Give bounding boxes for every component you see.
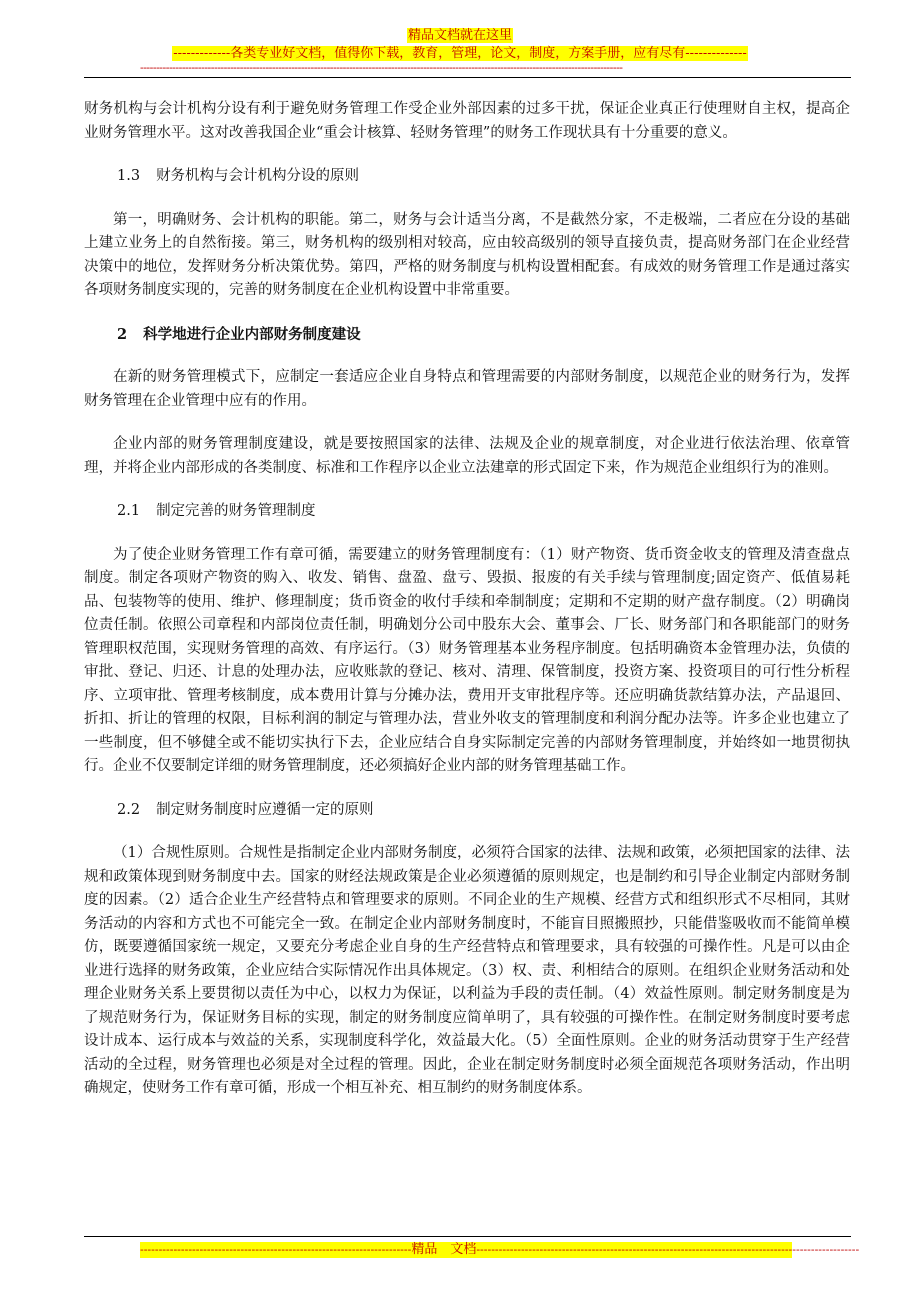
section-title: 科学地进行企业内部财务制度建设 bbox=[143, 325, 361, 343]
header-rule bbox=[84, 77, 851, 78]
section-title: 制定财务制度时应遵循一定的原则 bbox=[156, 801, 374, 818]
footer-banner bbox=[140, 1242, 860, 1258]
header-dashes: ------------------------------------------------------------------------------------------------------------------------------------------------------ bbox=[140, 61, 623, 74]
paragraph-system-building: 企业内部的财务管理制度建设，就是要按照国家的法律、法规及企业的规章制度，对企业进行依法治理、依章管理，并将企业内部形成的各类制度、标准和工作程序以企业立法建章的形式固定下来，作为规范企业组织行为的准则。 bbox=[84, 436, 850, 476]
paragraph-principles: 第一，明确财务、会计机构的职能。第二，财务与会计适当分离，不是截然分家，不走极端，二者应在分设的基础上建立业务上的自然衔接。第三，财务机构的级别相对较高，应由较高级别的领导直接负责，提高财务部门在企业经营决策中的地位，发挥财务分析决策优势。第四，严格的财务制度与机构设置相配套。有成效的财务管理工作是通过落实各项财务制度实现的，完善的财务制度在企业机构设置中非常重要。 bbox=[84, 211, 850, 298]
section-title: 财务机构与会计机构分设的原则 bbox=[156, 168, 360, 184]
paragraph-intro: 财务机构与会计机构分设有利于避免财务管理工作受企业外部因素的过多干扰，保证企业真正行使理财自主权，提高企业财务管理水平。这对改善我国企业“重会计核算、轻财务管理”的财务工作现状具有十分重要的意义。 bbox=[84, 101, 850, 141]
paragraph-new-model: 在新的财务管理模式下，应制定一套适应企业自身特点和管理需要的内部财务制度，以规范企业的财务行为，发挥财务管理在企业管理中应有的作用。 bbox=[84, 369, 850, 409]
header-tagline: -------------各类专业好文档，值得你下载，教育，管理，论文，制度，方案手册，应有尽有-------------- bbox=[173, 46, 747, 61]
section-heading-2-2 bbox=[84, 799, 850, 823]
section-heading-1-3 bbox=[84, 165, 850, 189]
footer-rule bbox=[84, 1236, 851, 1237]
footer-dashes-left: ------------------------------------------------------------------------- bbox=[140, 1243, 412, 1256]
section-heading-2-1 bbox=[84, 500, 850, 524]
paragraph-management-system: 为了使企业财务管理工作有章可循，需要建立的财务管理制度有：（1）财产物资、货币资金收支的管理及清查盘点制度。制定各项财产物资的购入、收发、销售、盘盈、盘亏、毁损、报废的有关手续与管理制度;固定资产、低值易耗品、包装物等的使用、维护、修理制度；货币资金的收付手续和牵制制度；定期和不定期的财产盘存制度。（2）明确岗位责任制。依照公司章程和内部岗位责任制，明确划分公司中股东大会、董事会、厂长、财务部门和各职能部门的财务管理职权范围，实现财务管理的高效、有序运行。（3）财务管理基本业务程序制度。包括明确资本金管理办法，负债的审批、登记、归还、计息的处理办法，应收账款的登记、核对、清理、保管制度，投资方案、投资项目的可行性分析程序、立项审批、管理考核制度，成本费用计算与分摊办法，费用开支审批程序等。还应明确货款结算办法，产品退回、折扣、折让的管理的权限，目标利润的制定与管理办法，营业外收支的管理制度和利润分配办法等。许多企业也建立了一些制度，但不够健全或不能切实执行下去，企业应结合自身实际制定完善的内部财务管理制度，并始终如一地贯彻执行。企业不仅要制定详细的财务管理制度，还必须搞好企业内部的财务管理基础工作。 bbox=[84, 546, 850, 774]
footer-dashes-right: ------------------------------------------------------------------------------------------------------- bbox=[476, 1243, 860, 1256]
section-title: 制定完善的财务管理制度 bbox=[156, 503, 316, 519]
paragraph-rules-principles: （1）合规性原则。合规性是指制定企业内部财务制度，必须符合国家的法律、法规和政策，必须把国家的法律、法规和政策体现到财务制度中去。国家的财经法规政策是企业必须遵循的原则规定，也是制约和引导企业制定内部财务制度的因素。（2）适合企业生产经营特点和管理要求的原则。不同企业的生产规模、经营方式和组织形式不尽相同，其财务活动的内容和方式也不可能完全一致。在制定企业内部财务制度时，不能盲目照搬照抄，只能借鉴吸收而不能简单模仿，既要遵循国家统一规定，又要充分考虑企业自身的生产经营特点和管理要求，具有较强的可操作性。凡是可以由企业进行选择的财务政策，企业应结合实际情况作出具体规定。（3）权、责、利相结合的原则。在组织企业财务活动和处理企业财务关系上要贯彻以责任为中心，以权力为保证，以利益为手段的责任制。（4）效益性原则。制定财务制度是为了规范财务行为，保证财务目标的实现，制定的财务制度应简单明了，具有较强的可操作性。在制定财务制度时要考虑设计成本、运行成本与效益的关系，实现制度科学化，效益最大化。（5）全面性原则。企业的财务活动贯穿于生产经营活动的全过程，财务管理也必须是对全过程的管理。因此，企业在制定财务制度时必须全面规范各项财务活动，作出明确规定，使财务工作有章可循，形成一个相互补充、相互制约的财务制度体系。 bbox=[84, 845, 850, 1096]
section-number: 2 bbox=[117, 325, 128, 343]
footer-label: 精品 文档 bbox=[411, 1242, 477, 1257]
section-number: 2.2 bbox=[117, 801, 141, 818]
header-title: 精品文档就在这里 bbox=[407, 28, 512, 43]
section-number: 1.3 bbox=[117, 168, 141, 184]
document-body bbox=[84, 98, 850, 1101]
section-number: 2.1 bbox=[117, 503, 141, 519]
section-heading-2 bbox=[84, 323, 850, 347]
